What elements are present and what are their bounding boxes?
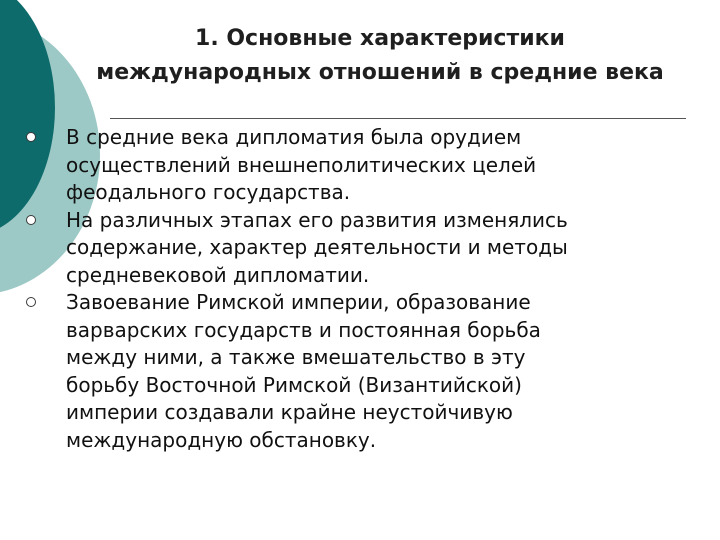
- slide-title: [60, 22, 700, 90]
- bullet-circle-icon: [26, 297, 36, 307]
- bullet-3-line-5: империи создавали крайне неустойчивую: [66, 400, 513, 424]
- bullet-3-line-2: варварских государств и постоянная борьба: [66, 317, 541, 342]
- bullet-item-3: [24, 289, 704, 454]
- title-line-2: международных отношений в средние века: [96, 60, 664, 85]
- title-divider: [110, 118, 686, 119]
- bullet-1-line-2: осуществлений внешнеполитических целей: [66, 152, 537, 177]
- bullet-circle-icon: [26, 132, 36, 142]
- bullet-2-line-2: содержание, характер деятельности и методы: [66, 235, 568, 259]
- bullet-item-2: [24, 207, 704, 290]
- bullet-3-line-4: борьбу Восточной Римской (Византийской): [66, 372, 522, 397]
- bullet-list: [24, 124, 704, 454]
- bullet-1-line-3: феодального государства.: [66, 180, 351, 204]
- bullet-1-line-1: В средние века дипломатия была орудием: [66, 125, 522, 149]
- title-line-1: 1. Основные характеристики: [195, 26, 565, 51]
- bullet-item-1: [24, 124, 704, 207]
- bullet-2-line-3: средневековой дипломатии.: [66, 262, 370, 287]
- bullet-circle-icon: [26, 215, 36, 225]
- bullet-3-line-1: Завоевание Римской империи, образование: [66, 290, 531, 314]
- bullet-3-line-6: международную обстановку.: [66, 427, 377, 452]
- bullet-2-line-1: На различных этапах его развития изменялись: [66, 207, 568, 232]
- bullet-3-line-3: между ними, а также вмешательство в эту: [66, 345, 526, 369]
